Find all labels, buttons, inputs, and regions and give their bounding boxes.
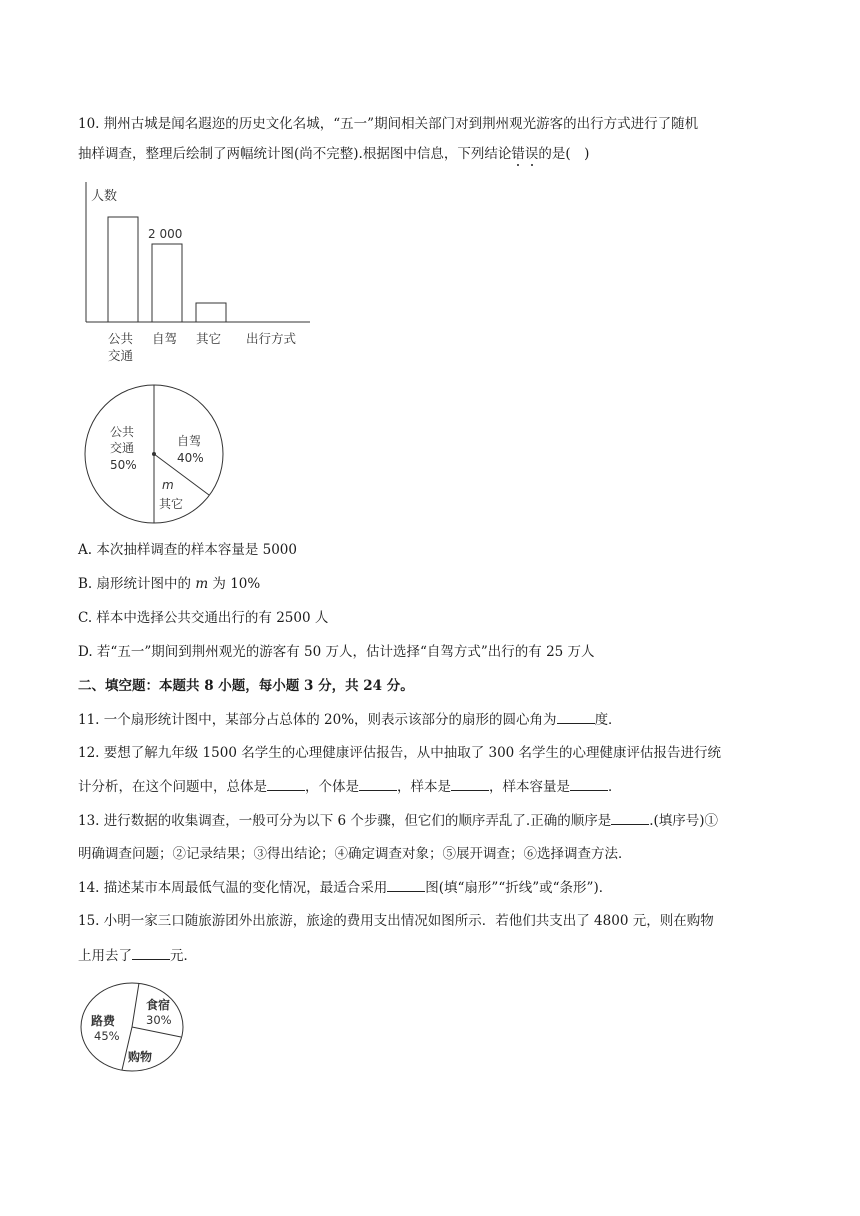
emphasis-char: 错 [511, 146, 525, 162]
pie-label: 购物 [128, 1050, 153, 1064]
pie-chart-q10 [78, 380, 228, 530]
option-b: B. 扇形统计图中的 m 为 10% [78, 576, 261, 592]
pie-center-dot [152, 452, 156, 456]
answer-blank[interactable] [267, 776, 305, 791]
q12-line2: 计分析，在这个问题中，总体是 ，个体是 ，样本是 ，样本容量是 ． [78, 776, 622, 797]
q15-line2: 上用去了 元． [78, 945, 197, 966]
q13-line1: 13. 进行数据的收集调查，一般可分为以下 6 个步骤，但它们的顺序弄乱了.正确的顺序是 .(填序号)① [78, 810, 718, 831]
pie-label: 公共 [110, 425, 135, 439]
q12-line1: 12. 要想了解九年级 1500 名学生的心理健康评估报告，从中抽取了 300 名学生的心理健康评估报告进行统 [78, 745, 722, 761]
bar-zijia [152, 244, 182, 322]
q13-line2: 明确调查问题；②记录结果；③得出结论；④确定调查对象；⑤展开调查；⑥选择调查方法． [78, 846, 632, 862]
bar-chart-figure [78, 180, 318, 370]
pie-label: 50% [110, 458, 137, 472]
option-a: A. 本次抽样调查的样本容量是 5000 [78, 542, 297, 558]
answer-blank[interactable] [570, 776, 608, 791]
pie-label: 30% [146, 1013, 172, 1027]
answer-blank[interactable] [132, 945, 170, 960]
x-label-gonggong-1: 公共 [108, 331, 134, 346]
bar-value-label: 2 000 [148, 227, 183, 241]
pie-chart-q15 [78, 980, 188, 1080]
pie-label: 路费 [91, 1014, 116, 1028]
answer-blank[interactable] [611, 810, 649, 825]
q11: 11. 一个扇形统计图中，某部分占总体的 20%，则表示该部分的扇形的圆心角为 度． [78, 709, 622, 730]
emphasis-char: 误 [524, 146, 539, 162]
answer-blank[interactable] [359, 776, 397, 791]
q10-line2: 抽样调查，整理后绘制了两幅统计图(尚不完整).根据图中信息，下列结论错误的是( ) [78, 146, 590, 162]
pie-label: 45% [94, 1029, 120, 1043]
pie-label: 其它 [159, 497, 184, 511]
pie-label: m [162, 478, 174, 492]
q14: 14. 描述某市本周最低气温的变化情况，最适合采用 图(填“扇形”“折线”或“条形”)． [78, 877, 612, 898]
y-axis-title: 人数 [91, 189, 118, 204]
q15-line1: 15. 小明一家三口随旅游团外出旅游，旅途的费用支出情况如图所示．若他们共支出了 4800 元，则在购物 [78, 913, 714, 929]
pie-label: 40% [177, 451, 204, 465]
pie-label: 交通 [110, 441, 135, 455]
x-label-zijia: 自驾 [152, 331, 178, 346]
answer-blank[interactable] [451, 776, 489, 791]
pie-label: 食宿 [146, 998, 171, 1012]
option-d: D. 若“五一”期间到荆州观光的游客有 50 万人，估计选择“自驾方式”出行的有 25 万人 [78, 644, 595, 660]
answer-blank[interactable] [557, 709, 595, 724]
option-c: C. 样本中选择公共交通出行的有 2500 人 [78, 610, 329, 626]
x-label-qita: 其它 [196, 331, 222, 346]
x-label-gonggong-2: 交通 [108, 348, 134, 363]
section-heading: 二、填空题：本题共 8 小题，每小题 3 分，共 24 分。 [78, 678, 414, 694]
pie-label: 自驾 [177, 434, 202, 448]
bar-gonggong [108, 217, 138, 322]
x-axis-title: 出行方式 [246, 331, 297, 346]
bar-qita [196, 303, 226, 322]
answer-blank[interactable] [387, 877, 425, 892]
q10-line1: 10. 荆州古城是闻名遐迩的历史文化名城，“五一”期间相关部门对到荆州观光游客的出行方式进行了随机 [78, 116, 699, 132]
